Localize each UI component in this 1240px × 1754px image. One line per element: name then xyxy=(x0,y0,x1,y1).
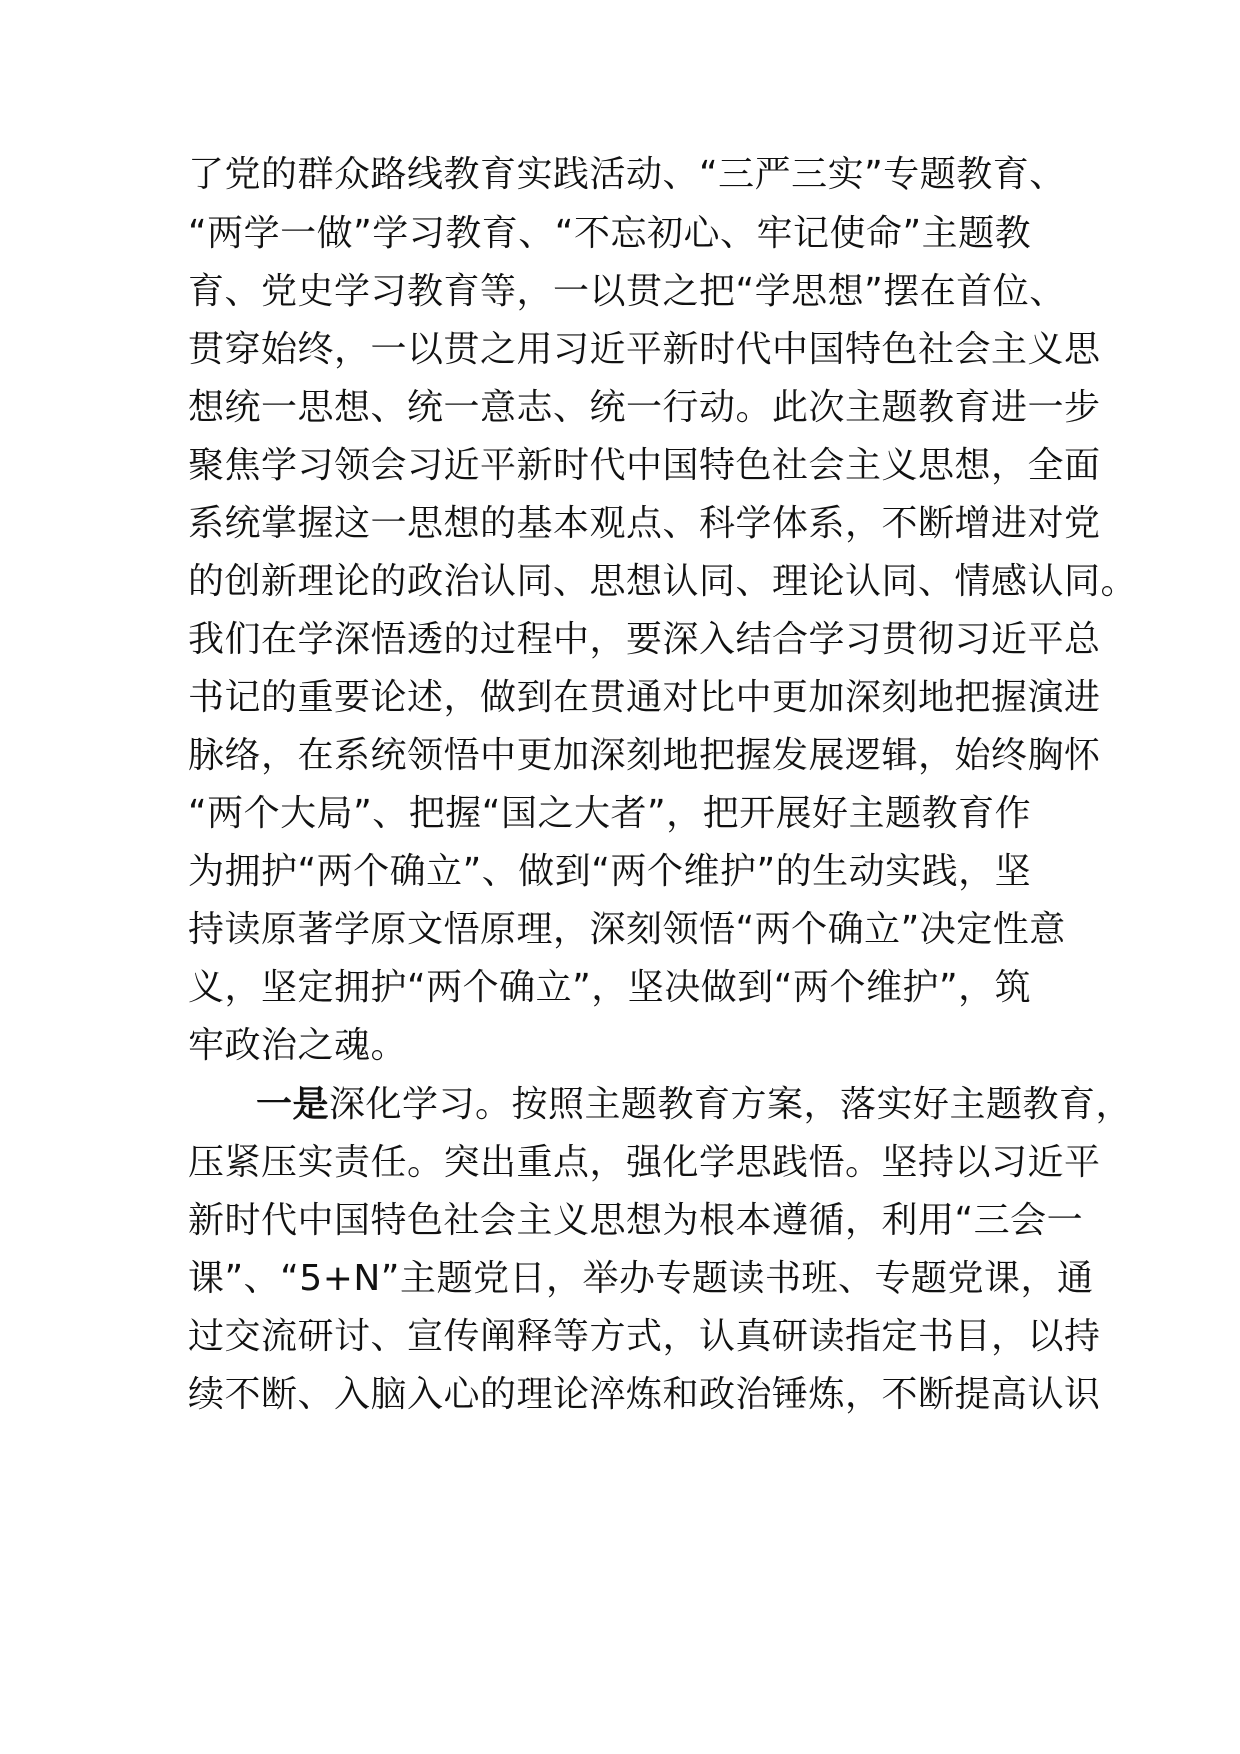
paragraph-1-line: 想统一思想、统一意志、统一行动。此次主题教育进一步 xyxy=(188,387,1101,428)
paragraph-1-line: 育、党史学习教育等，一以贯之把“学思想”摆在首位、 xyxy=(188,271,1066,312)
paragraph-1-line: 聚焦学习领会习近平新时代中国特色社会主义思想，全面 xyxy=(188,445,1101,486)
paragraph-2-line: 压紧压实责任。突出重点，强化学思践悟。坚持以习近平 xyxy=(188,1142,1101,1183)
paragraph-2-first-line-text: 深化学习。按照主题教育方案，落实好主题教育， xyxy=(329,1084,1133,1125)
paragraph-2-line: 新时代中国特色社会主义思想为根本遵循，利用“三会一 xyxy=(188,1200,1084,1241)
paragraph-2-line: 课”、“5+N”主题党日，举办专题读书班、专题党课，通 xyxy=(188,1258,1094,1299)
paragraph-1-line: 贯穿始终，一以贯之用习近平新时代中国特色社会主义思 xyxy=(188,329,1101,370)
paragraph-2-lead: 一是 xyxy=(256,1084,330,1125)
paragraph-1-line: 书记的重要论述，做到在贯通对比中更加深刻地把握演进 xyxy=(188,677,1101,718)
paragraph-1-line: 脉络，在系统领悟中更加深刻地把握发展逻辑，始终胸怀 xyxy=(188,735,1101,776)
paragraph-1-line: 系统掌握这一思想的基本观点、科学体系，不断增进对党 xyxy=(188,503,1101,544)
paragraph-1-line: “两学一做”学习教育、“不忘初心、牢记使命”主题教 xyxy=(188,213,1032,254)
paragraph-2-line: 续不断、入脑入心的理论淬炼和政治锤炼，不断提高认识 xyxy=(188,1374,1101,1415)
paragraph-1-line: 持读原著学原文悟原理，深刻领悟“两个确立”决定性意 xyxy=(188,909,1066,950)
paragraph-2-line: 过交流研讨、宣传阐释等方式，认真研读指定书目，以持 xyxy=(188,1316,1101,1357)
paragraph-1-line: 为拥护“两个确立”、做到“两个维护”的生动实践，坚 xyxy=(188,851,1032,892)
paragraph-1-line: 的创新理论的政治认同、思想认同、理论认同、情感认同。 xyxy=(188,561,1138,602)
paragraph-1-line: 义，坚定拥护“两个确立”，坚决做到“两个维护”，筑 xyxy=(188,967,1032,1008)
paragraph-1-line: 了党的群众路线教育实践活动、“三严三实”专题教育、 xyxy=(188,154,1066,195)
paragraph-1-line: “两个大局”、把握“国之大者”，把开展好主题教育作 xyxy=(188,793,1032,834)
paragraph-1-line: 牢政治之魂。 xyxy=(188,1025,408,1066)
paragraph-2-first-line xyxy=(256,1085,1136,1125)
paragraph-1-line: 我们在学深悟透的过程中，要深入结合学习贯彻习近平总 xyxy=(188,619,1101,660)
